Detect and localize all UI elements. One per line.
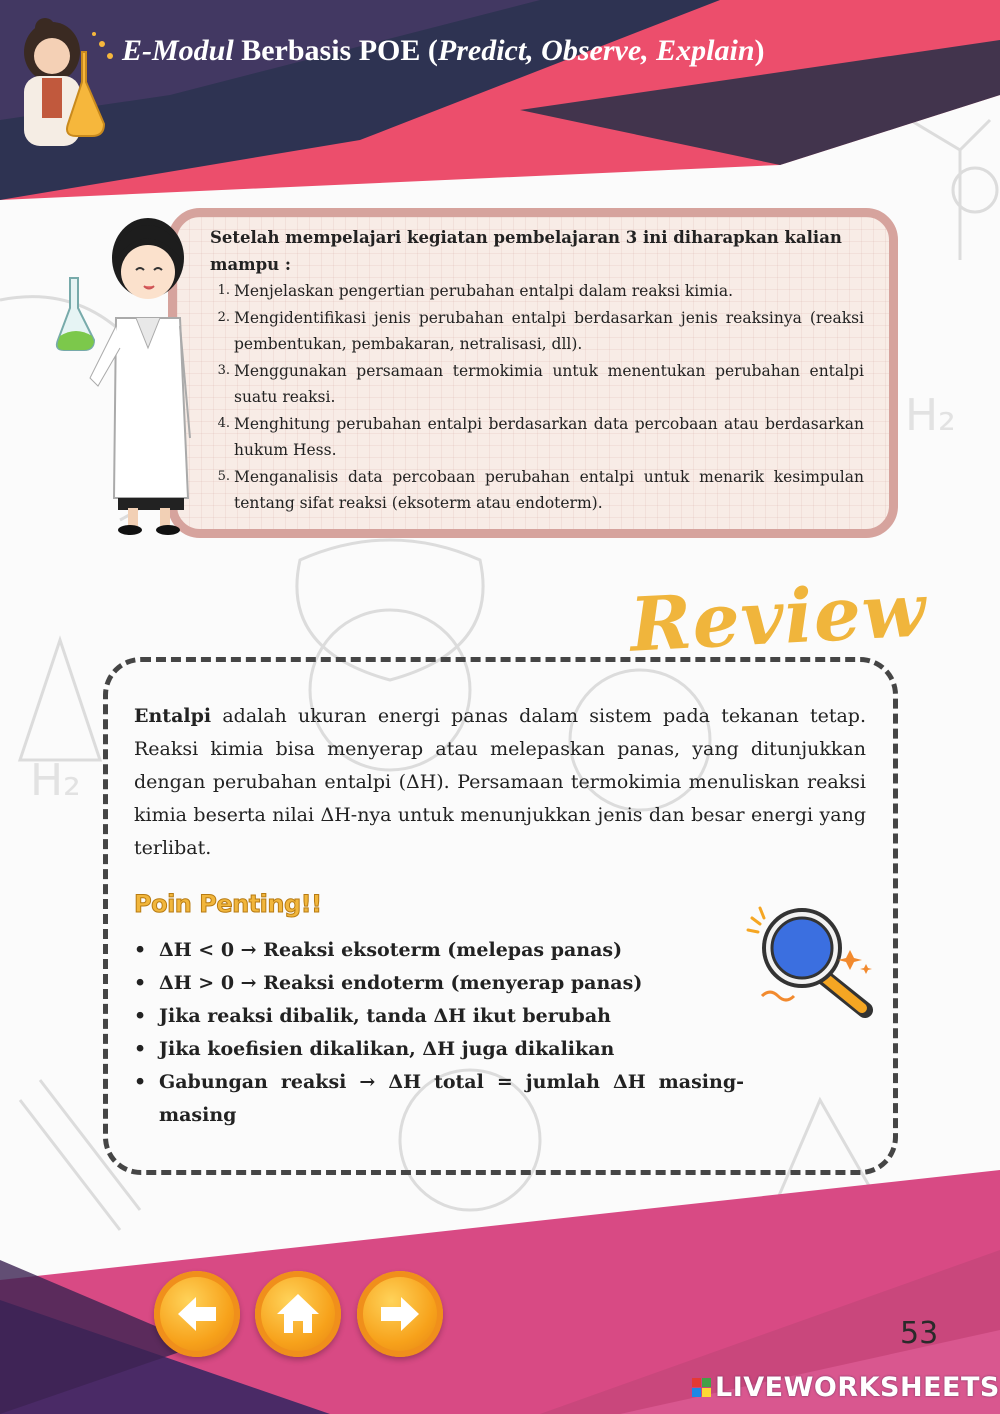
- chemist-girl-icon: [12, 12, 122, 152]
- review-heading: Review: [627, 567, 929, 669]
- svg-text:H₂: H₂: [905, 390, 956, 441]
- arrow-left-icon: [172, 1289, 222, 1339]
- key-point: • ΔH < 0 → Reaksi eksoterm (melepas panas): [134, 939, 623, 961]
- title-mid: Berbasis POE (: [233, 34, 438, 67]
- title-end: ): [754, 34, 765, 67]
- page-number: 53: [900, 1316, 939, 1351]
- objective-item: 2. Mengidentifikasi jenis perubahan entalpi berdasarkan jenis reaksinya (reaksi pembentukan, pembakaran, netralisasi, dll).: [217, 308, 864, 353]
- arrow-right-icon: [375, 1289, 425, 1339]
- objective-item: 5. Menganalisis data percobaan perubahan entalpi untuk menarik kesimpulan tentang sifat reaksi (eksoterm atau endoterm).: [217, 467, 864, 512]
- key-points-title: Poin Penting!!: [134, 890, 322, 918]
- key-point: • Jika reaksi dibalik, tanda ΔH ikut berubah: [134, 1005, 611, 1027]
- objectives-intro: Setelah mempelajari kegiatan pembelajaran 3 ini diharapkan kalian mampu :: [210, 228, 842, 274]
- liveworksheets-logo-icon: [692, 1378, 711, 1397]
- title-italic-keywords: Predict, Observe, Explain: [437, 34, 755, 67]
- previous-page-button[interactable]: [154, 1271, 240, 1357]
- magnifying-glass-icon: [740, 900, 880, 1025]
- key-points-list: [134, 934, 744, 1132]
- review-text: adalah ukuran energi panas dalam sistem pada tekanan tetap. Reaksi kimia bisa menyerap atau melepaskan panas, yang ditunjukkan dengan perubahan entalpi (ΔH). Persamaan termokimia menuliskan reaksi kimia beserta nilai ΔH-nya untuk menunjukkan jenis dan besar energi yang terlibat.: [134, 705, 866, 859]
- objective-item: 3. Menggunakan persamaan termokimia untuk menentukan perubahan entalpi suatu reaksi.: [217, 361, 864, 406]
- liveworksheets-brand[interactable]: [692, 1372, 1000, 1403]
- module-title: [122, 34, 765, 68]
- scientist-woman-icon: [50, 208, 200, 538]
- key-point: • ΔH > 0 → Reaksi endoterm (menyerap panas): [134, 972, 643, 994]
- svg-text:H₂: H₂: [30, 755, 81, 806]
- entalpi-term: Entalpi: [134, 705, 212, 727]
- objective-item: 1. Menjelaskan pengertian perubahan entalpi dalam reaksi kimia.: [217, 282, 734, 300]
- title-italic-part: E-Modul: [122, 34, 234, 67]
- objectives-list: [208, 278, 864, 517]
- brand-text: LIVEWORKSHEETS: [715, 1372, 1000, 1403]
- key-point: • Jika koefisien dikalikan, ΔH juga dikalikan: [134, 1038, 615, 1060]
- objective-item: 4. Menghitung perubahan entalpi berdasarkan data percobaan atau berdasarkan hukum Hess.: [217, 414, 864, 459]
- next-page-button[interactable]: [357, 1271, 443, 1357]
- key-point: • Gabungan reaksi → ΔH total = jumlah ΔH masing-masing: [134, 1071, 744, 1126]
- home-button[interactable]: [255, 1271, 341, 1357]
- review-paragraph: [134, 700, 866, 865]
- home-icon: [273, 1289, 323, 1339]
